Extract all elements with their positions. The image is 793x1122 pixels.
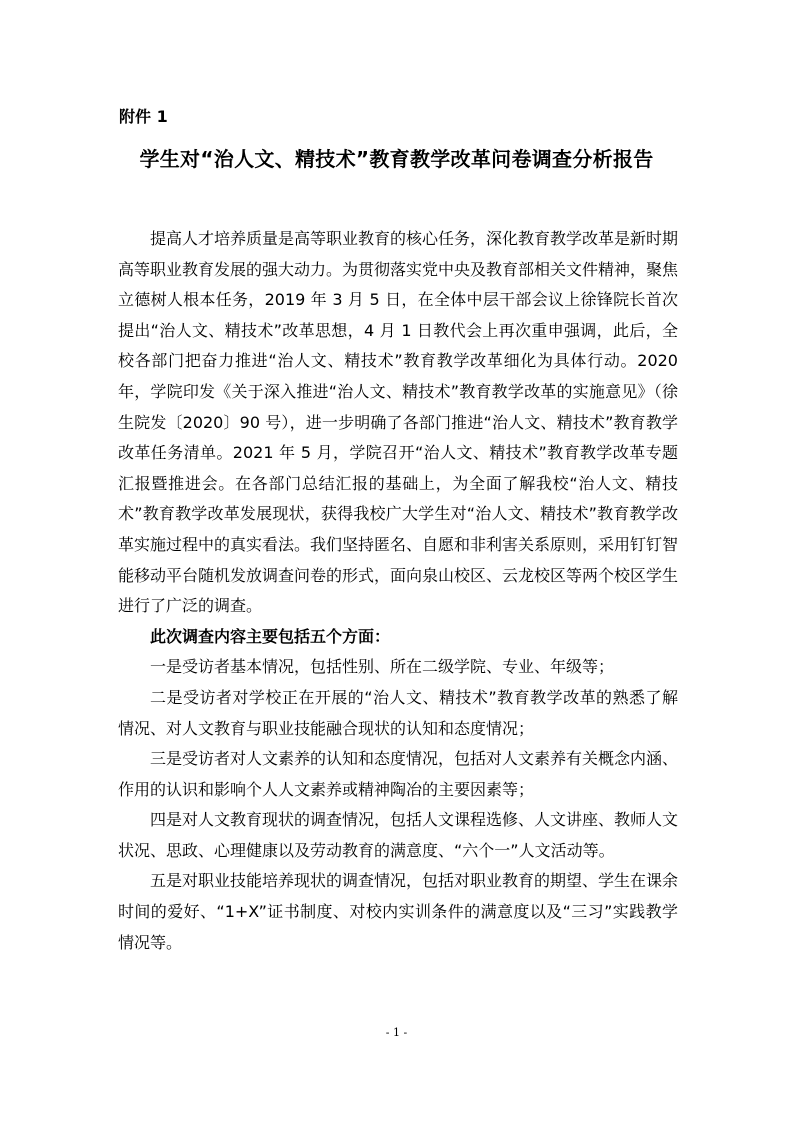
attachment-label: 附件 1 bbox=[119, 107, 168, 126]
aspect-item-5: 五是对职业技能培养现状的调查情况，包括对职业教育的期望、学生在课余时间的爱好、“1+X”证书制度、对校内实训条件的满意度以及“三习”实践教学情况等。 bbox=[118, 871, 679, 952]
aspect-item-4: 四是对人文教育现状的调查情况，包括人文课程选修、人文讲座、教师人文状况、思政、心理健康以及劳动教育的满意度、“六个一”人文活动等。 bbox=[118, 810, 679, 860]
report-title: 学生对“治人文、精技术”教育教学改革问卷调查分析报告 bbox=[139, 147, 654, 171]
report-body bbox=[118, 224, 678, 958]
page-number: - 1 - bbox=[385, 1026, 408, 1039]
intro-paragraph: 提高人才培养质量是高等职业教育的核心任务，深化教育教学改革是新时期高等职业教育发展的强大动力。为贯彻落实党中央及教育部相关文件精神，聚焦立德树人根本任务，2019 年 3 月 5 日，在全体中层干部会议上徐锋院长首次提出“治人文、精技术”改革思想，4 月 1 日教代会上再次重申强调，此后，全校各部门把奋力推进“治人文、精技术”教育教学改革细化为具体行动。2020 年，学院印发《关于深入推进“治人文、精技术”教育教学改革的实施意见》（徐生院发〔2020〕90 号），进一步明确了各部门推进“治人文、精技术”教育教学改革任务清单。2021 年 5 月，学院召开“治人文、精技术”教育教学改革专题汇报暨推进会。在各部门总结汇报的基础上，为全面了解我校“治人文、精技术”教育教学改革发展现状，获得我校广大学生对“治人文、精技术”教育教学改革实施过程中的真实看法。我们坚持匿名、自愿和非利害关系原则，采用钉钉智能移动平台随机发放调查问卷的形式，面向泉山校区、云龙校区等两个校区学生进行了广泛的调查。 bbox=[118, 229, 679, 616]
aspect-item-1: 一是受访者基本情况，包括性别、所在二级学院、专业、年级等； bbox=[150, 657, 615, 677]
aspect-item-2: 二是受访者对学校正在开展的“治人文、精技术”教育教学改革的熟悉了解情况、对人文教育与职业技能融合现状的认知和态度情况； bbox=[118, 687, 678, 738]
aspect-item-3: 三是受访者对人文素养的认知和态度情况，包括对人文素养有关概念内涵、作用的认识和影响个人人文素养或精神陶冶的主要因素等； bbox=[118, 749, 679, 799]
section-heading: 此次调查内容主要包括五个方面： bbox=[150, 626, 391, 646]
